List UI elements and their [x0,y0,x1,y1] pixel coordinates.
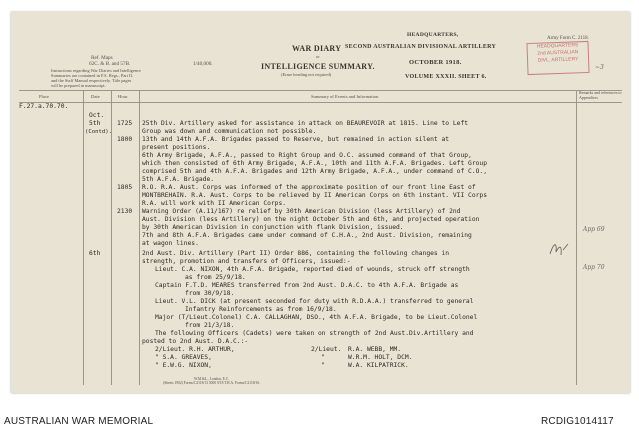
hour-entry: 1805 [117,184,133,191]
col-rule [139,90,140,385]
volume-sheet: VOLUME XXXII. SHEET 6. [405,74,487,80]
instruction-line: and the Staff Manual respectively. Title pages [51,78,132,83]
summary-line: 13th and 14th A.F.A. Brigades passed to Reserve, but remained in action silent at [142,136,450,143]
hq-label: HEADQUARTERS, [407,32,459,38]
hour-entry: 2130 [117,208,133,215]
summary-line: strength, promotion and transfers of Officers, issued:- [142,258,351,265]
date-5th: 5th [89,120,101,127]
officer-mid: " [321,362,325,369]
col-date: Date [91,94,100,99]
war-diary-title: WAR DIARY [292,44,342,53]
summary-line: 7th and 8th A.F.A. Brigades came under command of C.H.A., 2nd Aust. Division, remaining [142,232,472,239]
hour-entry: 1725 [117,120,133,127]
diary-sheet [11,12,630,393]
footer-collection: AUSTRALIAN WAR MEMORIAL [4,416,154,427]
summary-line: R.O. R.A. Aust. Corps was informed of the approximate position of our front line East of [142,184,476,191]
summary-line: R.A. will work with II American Corps. [142,200,287,207]
stamp-line: HEADQUARTERS [536,42,579,50]
margin-pencil: ~3 [595,64,604,71]
table-header-rule [19,102,622,103]
summary-line: Warning Order (A.11/167) re relief by 30th American Division (less Artillery) of 2nd [142,208,461,215]
summary-line: as from 25/9/18. [185,274,246,281]
unit-name: SECOND AUSTRALIAN DIVISIONAL ARTILLERY [345,44,497,50]
date-month: Oct. [89,112,105,119]
hour-entry: 1800 [117,136,133,143]
summary-line: 6th Army Brigade, A.F.A., passed to Right Group and O.C. assumed command of that Group, [142,152,472,159]
officer-right: W.R.M. HOLT, DCM. [348,354,413,361]
headquarters-stamp [526,41,589,75]
officer-mid: " [321,354,325,361]
stamp-line: DIVL. ARTILLERY [537,56,579,64]
month: OCTOBER 1918. [409,59,462,66]
pencil-initials-mark [547,238,571,260]
summary-line: 25th Div. Artillery asked for assistance in attack on BEAUREVOIR at 1815. Line to Left [142,120,469,127]
remark-appendix: App 70 [583,264,605,271]
imprint-line: W.M.&L., London, E.C. [193,377,230,381]
remark-appendix: App 69 [583,226,605,233]
officer-left: " S.A. GREAVES, [155,354,212,361]
or-label: or [316,54,320,59]
erase-note: (Erase heading not required) [281,72,332,77]
army-form: Army Form C. 2118. [547,36,589,41]
officer-right: R.A. WEBB, MM. [348,346,402,353]
summary-line: Lieut. V.L. DICK (at present seconded for duty with R.D.A.A.) transferred to general [155,298,474,305]
summary-line: which then consisted of 6th Army Brigade, A.F.A., 10th and 11th A.F.A. Brigades. Left Group [142,160,487,167]
date-6th: 6th [89,250,101,257]
instruction-line: Summaries are contained in F.S. Regs., Part II. [51,73,134,78]
col-hour: Hour [118,94,128,99]
col-summary: Summary of Events and Information [311,94,379,99]
imprint-line: (Sheets 1902) Forms/C2118/13 5000 9/18 T.H.A. Forms/C2118/16. [163,381,261,386]
summary-line: The following Officers (Cadets) were taken on strength of 2nd Aust.Div.Artillery and [155,330,474,337]
summary-line: posted to 2nd Aust. D.A.C.:- [142,338,249,345]
summary-line: Major (T/Lieut.Colonel) C.A. CALLAGHAN, DSO., 4th A.F.A. Brigade, to be Lieut.Colonel [155,314,478,321]
ref-maps-label: Ref. Maps [91,55,113,61]
summary-line: Captain F.T.D. MEARES transferred from 2nd Aust. D.A.C. to 4th A.F.A. Brigade as [155,282,459,289]
place-ref: F.27.a.70.70. [19,103,69,110]
officer-left: " E.W.G. NIXON, [155,362,212,369]
summary-line: Lieut. C.A. NIXON, 4th A.F.A. Brigade, reported died of wounds, struck off strength [155,266,470,273]
summary-line: at wagon lines. [142,240,199,247]
summary-line: present positions. [142,144,211,151]
summary-line: comprised 5th and 4th A.F.A. Brigades and 12th Army Brigade, A.F.A., under command of C.O., [142,168,487,175]
date-contd: (Contd). [85,129,112,135]
col-rule [576,90,577,385]
officer-right: W.A. KILPATRICK. [348,362,409,369]
officer-left: 2/Lieut. R.H. ARTHUR, [155,346,235,353]
summary-line: Group was down and communication not possible. [142,128,317,135]
summary-line: MONTBREHAIN. R.A. Aust. Corps to be relieved by II American Corps on 6th instant. VII Corps [142,192,487,199]
intelligence-summary-title: INTELLIGENCE SUMMARY. [261,62,375,71]
col-rule [83,90,84,385]
instruction-line: Instructions regarding War Diaries and Intelligence [51,68,141,73]
col-remarks: Remarks and references to Appendices [579,90,622,100]
stamp-line: 2nd AUSTRALIAN [537,49,579,57]
summary-line: Aust. Division (less Artillery) on the night October 5th and 6th, and projected operation [142,216,480,223]
summary-line: Infantry Reinforcements as from 16/9/18. [185,306,337,313]
instructions [51,68,141,88]
summary-line: 5th A.F.A. Brigade. [142,176,215,183]
summary-line: from 30/9/18. [185,290,235,297]
summary-line: from 21/3/18. [185,322,235,329]
summary-line: 2nd Aust. Div. Artillery (Part II) Order 886, containing the following changes in [142,250,450,257]
officer-mid: 2/Lieut. [311,346,342,353]
instruction-line: will be prepared in manuscript. [51,83,106,88]
map-scale: 1/40,000. [193,61,213,67]
col-place: Place [39,94,49,99]
map-sheets: 62C. & B. and 57B. [89,61,131,67]
printer-imprint [163,377,260,386]
summary-line: by 30th American Division in conjunction with flank Division, issued. [142,224,404,231]
footer-id: RCDIG1014117 [541,416,614,427]
table-top-rule [19,90,622,91]
